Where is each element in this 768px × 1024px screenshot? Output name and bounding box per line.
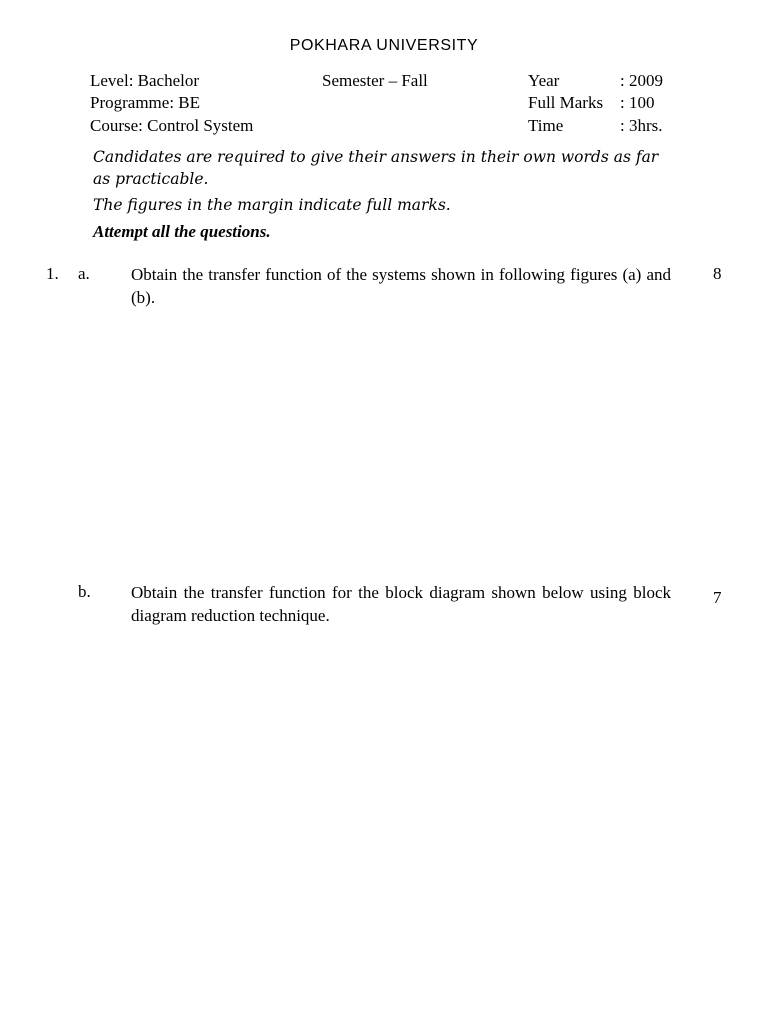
question-part-marks: 8 [713, 264, 722, 283]
programme-info: Programme: BE [90, 93, 201, 112]
question-part-label: a. [78, 264, 90, 283]
course-info: Course: Control System [90, 116, 254, 135]
question-number: 1. [46, 264, 59, 283]
question-part-label: b. [78, 582, 91, 601]
time-value: : 3hrs. [620, 116, 663, 135]
time-label: Time [528, 116, 564, 135]
question-part-marks: 7 [713, 588, 722, 607]
full-marks-value: : 100 [620, 93, 655, 112]
question-part-text: Obtain the transfer function for the block diagram shown below using block diagram reduction technique. [131, 583, 671, 625]
figure-placeholder-a [93, 320, 693, 570]
instruction-own-words: Candidates are required to give their answers in their own words as far as practicable. [93, 148, 659, 188]
semester-info: Semester – Fall [322, 71, 428, 90]
instruction-margin-marks: The figures in the margin indicate full marks. [93, 196, 451, 214]
full-marks-label: Full Marks [528, 93, 604, 112]
level-info: Level: Bachelor [90, 71, 200, 90]
figure-placeholder-b [93, 640, 693, 1000]
year-value: : 2009 [620, 71, 663, 90]
question-part-text: Obtain the transfer function of the systems shown in following figures (a) and (b). [131, 265, 671, 307]
instruction-attempt-all: Attempt all the questions. [93, 222, 271, 241]
year-label: Year [528, 71, 560, 90]
university-title: POKHARA UNIVERSITY [289, 37, 479, 54]
